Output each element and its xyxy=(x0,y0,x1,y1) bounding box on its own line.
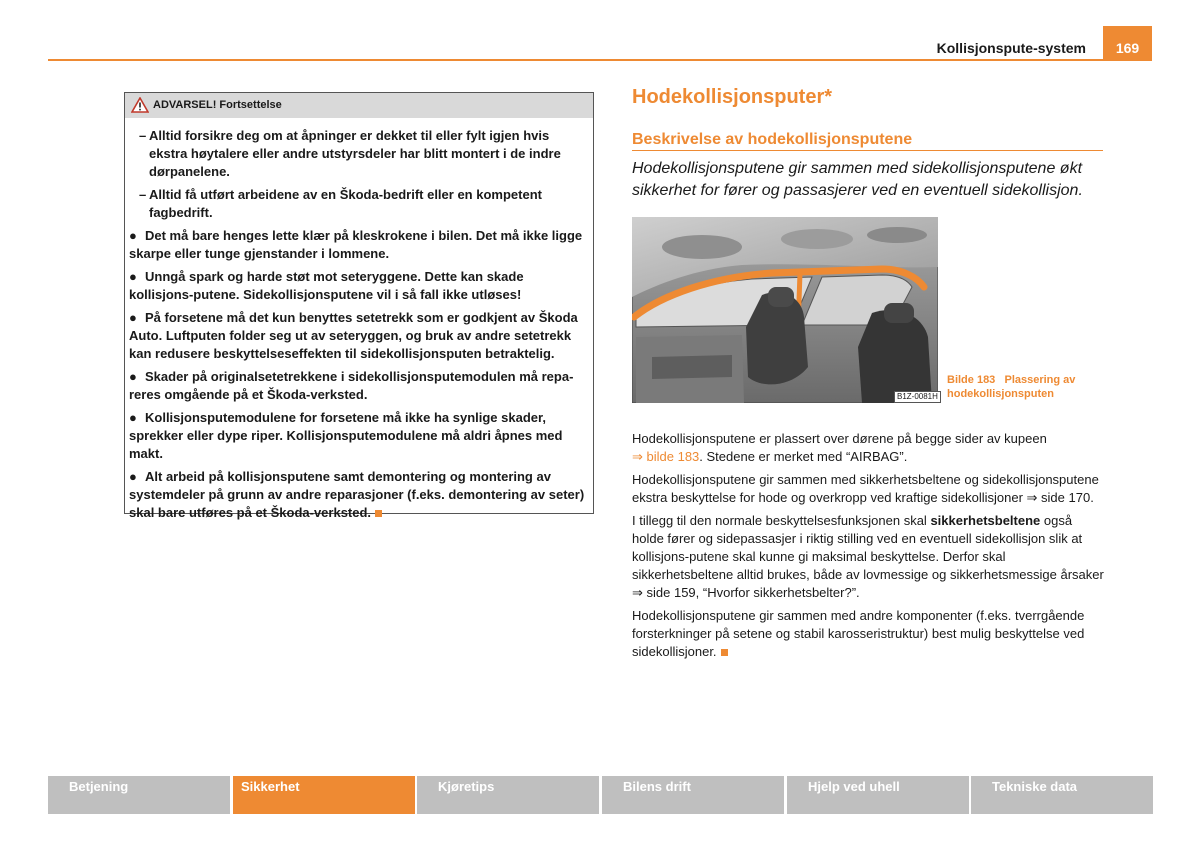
warning-dash-item: – Alltid forsikre deg om at åpninger er dekket til eller fylt igjen hvis ekstra høytalere eller andre utstyrsdeler har blitt montert i de indre dørpanelene. xyxy=(139,128,561,179)
warning-header xyxy=(125,93,593,118)
tab-kjoretips[interactable]: Kjøretips xyxy=(417,776,599,814)
tab-betjening[interactable]: Betjening xyxy=(48,776,230,814)
warning-bullet: ● Alt arbeid på kollisjonsputene samt demontering og montering av systemdeler på grunn av andre reparasjoner (f.eks. demontering av seter) skal bare utføres på et Škoda-verksted. xyxy=(129,469,585,520)
figure-code: B1Z-0081H xyxy=(894,391,941,403)
warning-bullet: ● Unngå spark og harde støt mot seteryggene. Dette kan skade kollisjons-putene. Sidekollisjonsputene vil i så fall ikke utløses! xyxy=(129,269,524,302)
paragraph: Hodekollisjonsputene gir sammen med sikkerhetsbeltene og sidekollisjonsputene ekstra beskyttelse for hode og overkropp ved kraftige sidekollisjoner ⇒ side 170. xyxy=(632,472,1099,505)
subsection-rule xyxy=(632,150,1103,151)
end-mark-icon xyxy=(721,649,728,656)
warning-bullet: ● Kollisjonsputemodulene for forsetene må ikke ha synlige skader, sprekker eller dype riper. Kollisjonsputemodulene må aldri åpnes med makt. xyxy=(129,410,563,461)
subsection-title: Beskrivelse av hodekollisjonsputene xyxy=(632,131,913,148)
car-interior-illustration xyxy=(632,217,938,403)
tab-hjelp-ved-uhell[interactable]: Hjelp ved uhell xyxy=(787,776,969,814)
warning-dash-item: – Alltid få utført arbeidene av en Škoda-bedrift eller en kompetent fagbedrift. xyxy=(139,187,542,220)
body-text xyxy=(632,430,1104,666)
header-rule xyxy=(48,59,1152,61)
tab-bilens-drift[interactable]: Bilens drift xyxy=(602,776,784,814)
tab-sikkerhet[interactable]: Sikkerhet xyxy=(233,776,415,814)
warning-bullet: ● Skader på originalsetetrekkene i sidekollisjonsputemodulen må repa-reres omgående på et Škoda-verksted. xyxy=(129,369,574,402)
paragraph: Hodekollisjonsputene er plassert over dørene på begge sider av kupeen ⇒ bilde 183. Stedene er merket med “AIRBAG”. xyxy=(632,431,1047,464)
warning-bullet: ● Det må bare henges lette klær på kleskrokene i bilen. Det må ikke ligge skarpe eller tunge gjenstander i lommene. xyxy=(129,228,583,261)
section-title: Hodekollisjonsputer* xyxy=(632,86,833,108)
warning-title: ADVARSEL! Fortsettelse xyxy=(153,99,282,111)
paragraph: I tillegg til den normale beskyttelsesfunksjonen skal sikkerhetsbeltene også holde fører og sidepassasjer i riktig stilling ved en eventuell sidekollisjon slik at kollisjons-putene skal kunne gi maksimal beskyttelse. Derfor skal sikkerhetsbeltene alltid brukes, både av lovmessige og sikkerhetsmessige årsaker ⇒ side 159, “Hvorfor sikkerhetsbelter?”. xyxy=(632,513,1104,600)
warning-box xyxy=(124,92,594,520)
warning-body xyxy=(129,127,589,527)
figure-reference-link[interactable]: ⇒ bilde 183 xyxy=(632,449,700,464)
warning-bullet: ● På forsetene må det kun benyttes setetrekk som er godkjent av Škoda Auto. Luftputen folder seg ut av seteryggen, og bruk av andre setetrekk kan redusere beskyttelseseffekten til sidekollisjonsputen betraktelig. xyxy=(129,310,578,361)
intro-text: Hodekollisjonsputene gir sammen med sidekollisjonsputene økt sikkerhet for fører og passasjerer ved en eventuell sidekollisjon. xyxy=(632,160,1083,199)
warning-triangle-icon xyxy=(131,97,149,113)
paragraph: Hodekollisjonsputene gir sammen med andre komponenter (f.eks. tverrgående forsterkninger på setene og stabil karosseristruktur) best mulig beskyttelse ved sidekollisjoner. xyxy=(632,608,1085,659)
figure-caption: Bilde 183 Plassering av hodekollisjonsputen xyxy=(947,374,1076,400)
chapter-title: Kollisjonspute-system xyxy=(936,40,1086,56)
page-number: 169 xyxy=(1103,26,1152,61)
end-mark-icon xyxy=(375,510,382,517)
tab-tekniske-data[interactable]: Tekniske data xyxy=(971,776,1153,814)
